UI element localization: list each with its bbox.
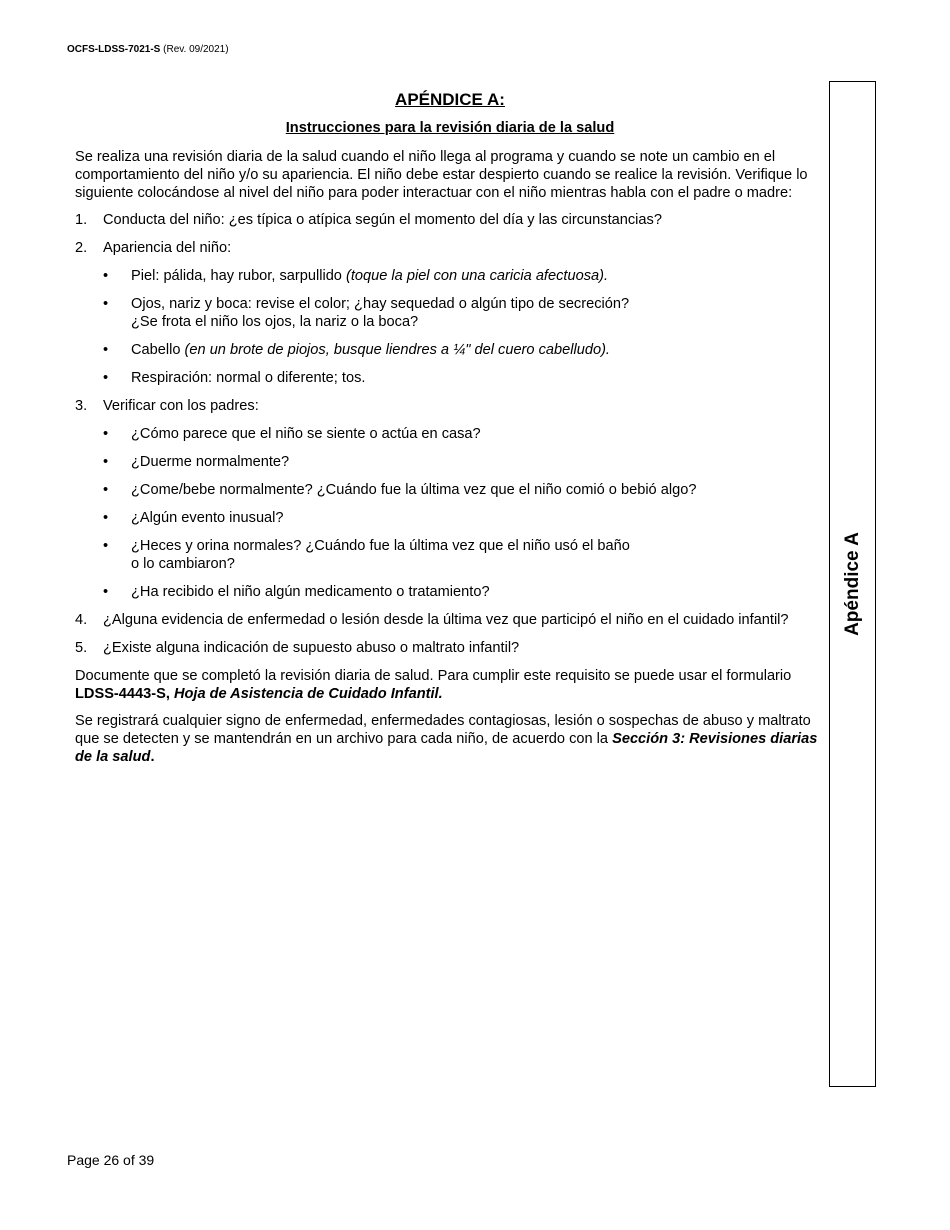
page-subtitle: Instrucciones para la revisión diaria de la salud — [285, 120, 615, 136]
bullet-icon: • — [103, 296, 109, 312]
bullet-hair: • Cabello (en un brote de piojos, busque liendres a ¼" del cuero cabelludo). — [103, 342, 610, 358]
bullet-parent-2: • ¿Duerme normalmente? — [103, 454, 290, 470]
page-title: APÉNDICE A: — [395, 90, 505, 109]
bullet-icon: • — [103, 342, 109, 358]
bullet-icon: • — [103, 538, 109, 554]
item-text: ¿Alguna evidencia de enfermedad o lesión desde la última vez que participó el niño en el cuidado infantil? — [103, 612, 789, 628]
form-title: Hoja de Asistencia de Cuidado Infantil. — [169, 686, 443, 702]
bullet-breathing: • Respiración: normal o diferente; tos. — [103, 370, 366, 386]
item-text: Conducta del niño: ¿es típica o atípica según el momento del día y las circunstancias? — [103, 212, 662, 228]
item-number: 2. — [75, 240, 88, 256]
bullet-icon: • — [103, 268, 109, 284]
list-item-3 — [75, 397, 825, 415]
item-text: Verificar con los padres: — [103, 398, 259, 414]
bullet-icon: • — [103, 482, 109, 498]
bullet-icon: • — [103, 426, 109, 442]
item-number: 3. — [75, 398, 88, 414]
bullet-skin: • Piel: pálida, hay rubor, sarpullido (toque la piel con una caricia afectuosa). — [103, 268, 609, 284]
form-code: OCFS-LDSS-7021-S — [67, 44, 161, 55]
document-paragraph: Documente que se completó la revisión diaria de salud. Para cumplir este requisito se puede usar el formulario LDSS-4443-S, Hoja de Asistencia de Cuidado Infantil. — [75, 668, 792, 702]
list-item-5 — [75, 639, 825, 657]
form-revision: (Rev. 09/2021) — [163, 44, 229, 55]
bullet-icon: • — [103, 454, 109, 470]
list-item-1 — [75, 211, 825, 229]
item-text: Apariencia del niño: — [103, 240, 232, 256]
bullet-icon: • — [103, 510, 109, 526]
bullet-parent-3: • ¿Come/bebe normalmente? ¿Cuándo fue la última vez que el niño comió o bebió algo? — [103, 482, 697, 498]
item-number: 5. — [75, 640, 88, 656]
page-content — [75, 89, 825, 775]
bullet-parent-4: • ¿Algún evento inusual? — [103, 510, 284, 526]
intro-paragraph: Se realiza una revisión diaria de la salud cuando el niño llega al programa y cuando se note un cambio en el comportamiento del niño y/o su apariencia. El niño debe estar despierto cuando se realice la revisión. Verifique lo siguiente colocándose al nivel del niño para poder interactuar con el niño mientras habla con el padre o madre: — [75, 149, 808, 201]
bullet-stool: • ¿Heces y orina normales? ¿Cuándo fue la última vez que el niño usó el baño o lo cambiaron? — [103, 538, 630, 572]
item-text: ¿Existe alguna indicación de supuesto abuso o maltrato infantil? — [103, 640, 520, 656]
bullet-medication: • ¿Ha recibido el niño algún medicamento o tratamiento? — [103, 584, 490, 600]
record-paragraph: Se registrará cualquier signo de enfermedad, enfermedades contagiosas, lesión o sospechas de abuso y maltrato que se detecten y se mantendrán en un archivo para cada niño, de acuerdo con la Sección 3: Revisiones diarias de la salud. — [75, 713, 818, 765]
bullet-icon: • — [103, 370, 109, 386]
form-reference: LDSS-4443-S, — [75, 686, 170, 702]
form-header — [67, 44, 229, 55]
page-number: Page 26 of 39 — [67, 1152, 155, 1168]
appendix-side-tab — [829, 81, 876, 1087]
list-item-2 — [75, 239, 825, 257]
bullet-icon: • — [103, 584, 109, 600]
section-reference: Sección 3: Revisiones diarias de la salud — [75, 731, 818, 765]
list-item-4 — [75, 611, 825, 629]
item-number: 1. — [75, 212, 88, 228]
bullet-eyes: • Ojos, nariz y boca: revise el color; ¿hay sequedad o algún tipo de secreción? ¿Se frota el niño los ojos, la nariz o la boca? — [103, 296, 630, 330]
bullet-parent-1: • ¿Cómo parece que el niño se siente o actúa en casa? — [103, 426, 481, 442]
side-tab-label: Apéndice A — [841, 532, 863, 636]
item-number: 4. — [75, 612, 88, 628]
